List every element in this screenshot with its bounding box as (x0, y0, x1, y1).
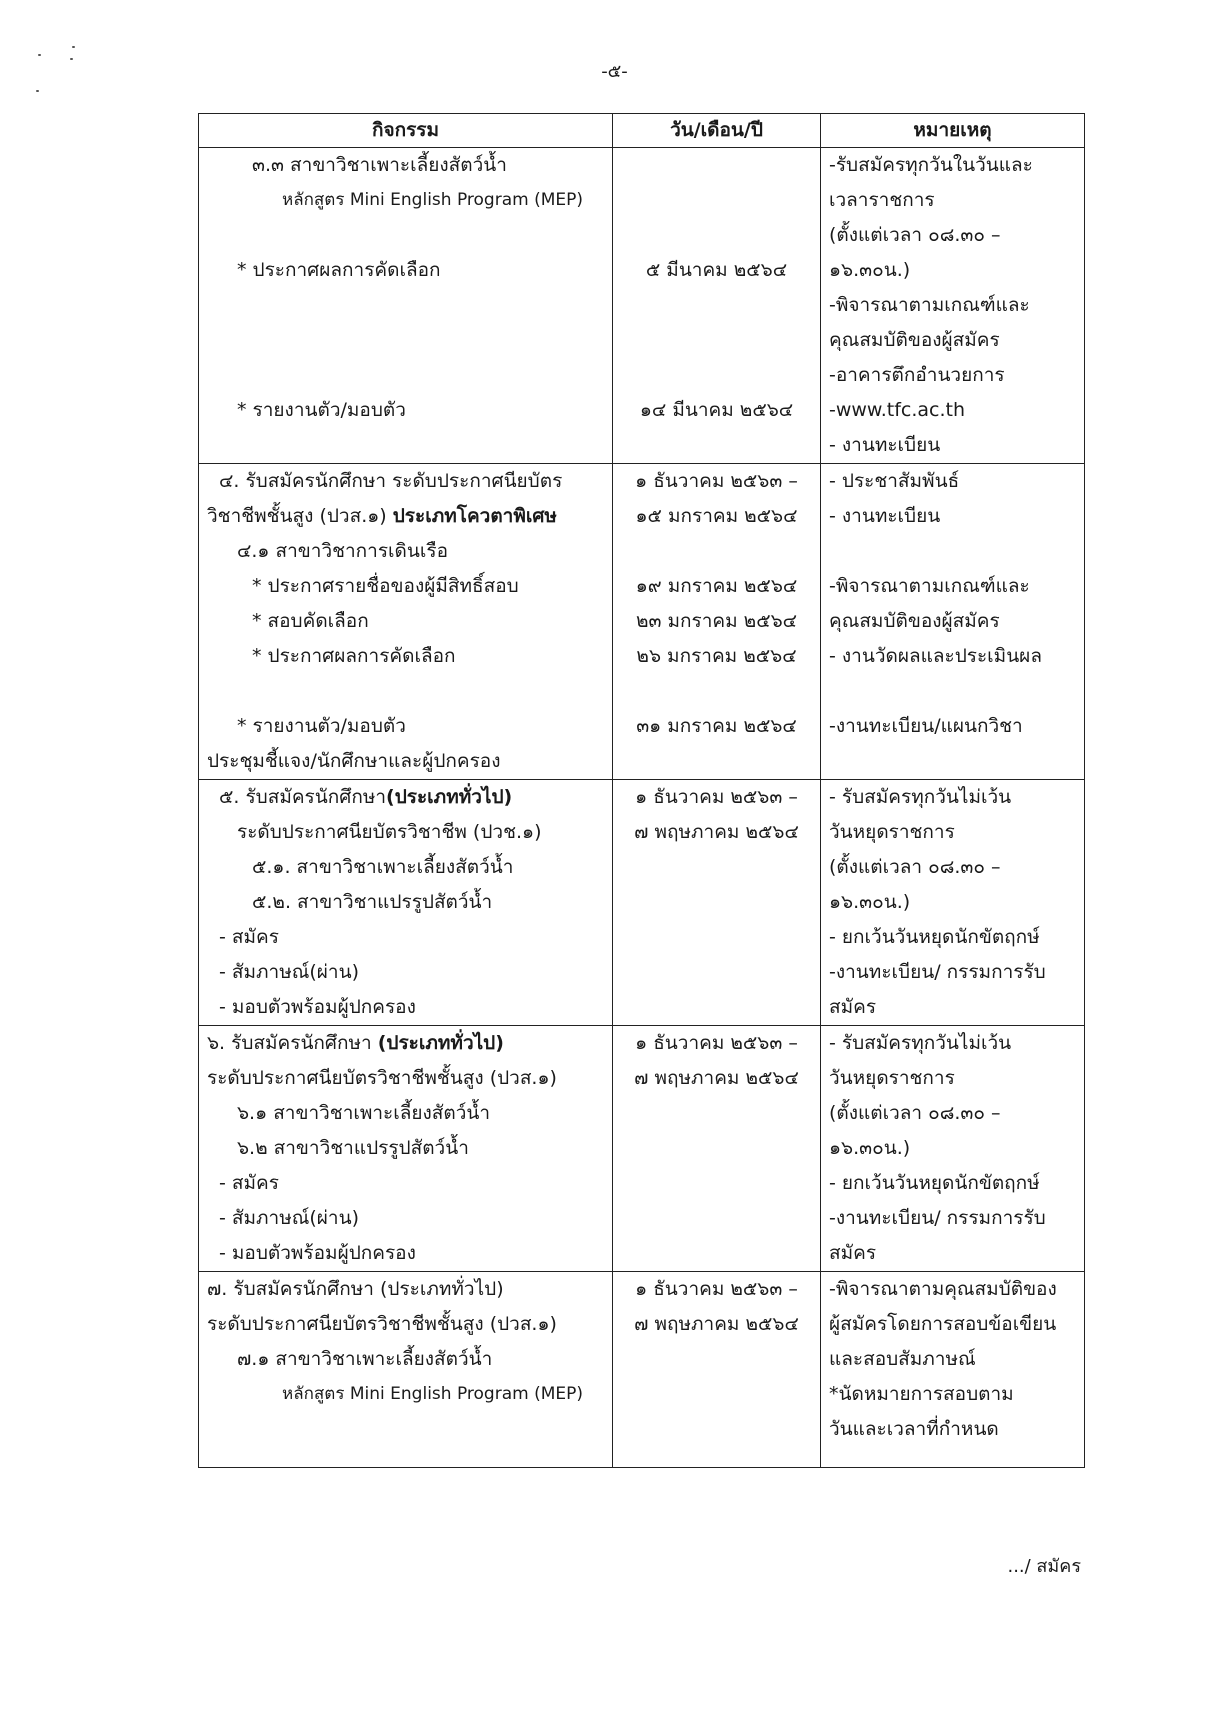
note-line: ๑๖.๓๐น.) (829, 259, 911, 281)
activity-text-bold: ประเภทโควตาพิเศษ (392, 505, 557, 527)
note-line: -อาคารตึกอำนวยการ (829, 364, 1005, 386)
activity-line: * สอบคัดเลือก (252, 610, 369, 632)
activity-line: ระดับประกาศนียบัตรวิชาชีพชั้นสูง (ปวส.๑) (207, 1313, 557, 1335)
note-line: -รับสมัครทุกวันในวันและ (829, 154, 1033, 176)
activity-line: ๓.๓ สาขาวิชาเพาะเลี้ยงสัตว์น้ำ (252, 154, 507, 176)
activity-line: ๕.๒. สาขาวิชาแปรรูปสัตว์น้ำ (252, 891, 493, 913)
note-line: เวลาราชการ (829, 189, 935, 211)
activity-line: - มอบตัวพร้อมผู้ปกครอง (219, 1242, 416, 1264)
activity-line: - สมัคร (219, 1172, 279, 1194)
activity-line (207, 1026, 604, 1061)
activity-line: - สัมภาษณ์(ผ่าน) (219, 961, 359, 983)
date-line: ๑ ธันวาคม ๒๕๖๓ – (635, 1278, 798, 1300)
note-line: ๑๖.๓๐น.) (829, 1137, 911, 1159)
note-line: - ยกเว้นวันหยุดนักขัตฤกษ์ (829, 1172, 1040, 1194)
activity-line: ประชุมชี้แจง/นักศึกษาและผู้ปกครอง (207, 750, 501, 772)
date-cell (613, 148, 821, 464)
date-cell (613, 1026, 821, 1272)
note-line: (ตั้งแต่เวลา ๐๘.๓๐ – (829, 1102, 1001, 1124)
activity-cell (199, 780, 613, 1026)
continuation-note: .../ สมัคร (1007, 1556, 1081, 1577)
activity-text: ๖. รับสมัครนักศึกษา (207, 1032, 378, 1054)
table-row (199, 464, 1085, 780)
activity-cell (199, 464, 613, 780)
header-activity: กิจกรรม (199, 114, 613, 148)
note-cell (821, 1272, 1085, 1468)
date-line: ๑ ธันวาคม ๒๕๖๓ – (635, 1032, 798, 1054)
note-line: (ตั้งแต่เวลา ๐๘.๓๐ – (829, 224, 1001, 246)
date-line: ๕ มีนาคม ๒๕๖๔ (645, 259, 788, 281)
note-line: วันและเวลาที่กำหนด (829, 1418, 999, 1440)
note-line: วันหยุดราชการ (829, 821, 955, 843)
activity-line: - สมัคร (219, 926, 279, 948)
note-line: -www.tfc.ac.th (829, 399, 966, 421)
activity-line: * ประกาศรายชื่อของผู้มีสิทธิ์สอบ (252, 575, 519, 597)
note-line: - งานวัดผลและประเมินผล (829, 645, 1042, 667)
activity-line: ระดับประกาศนียบัตรวิชาชีพชั้นสูง (ปวส.๑) (207, 1067, 557, 1089)
note-line: - รับสมัครทุกวันไม่เว้น (829, 786, 1012, 808)
date-line: ๑๙ มกราคม ๒๕๖๔ (635, 575, 798, 597)
activity-line: * รายงานตัว/มอบตัว (237, 715, 406, 737)
note-cell (821, 780, 1085, 1026)
note-line: -งานทะเบียน/ กรรมการรับ (829, 961, 1046, 983)
activity-cell (199, 1272, 613, 1468)
activity-line: ๔.๑ สาขาวิชาการเดินเรือ (237, 540, 448, 562)
note-line: ๑๖.๓๐น.) (829, 891, 911, 913)
activity-cell (199, 148, 613, 464)
header-date: วัน/เดือน/ปี (613, 114, 821, 148)
activity-line: ๖.๑ สาขาวิชาเพาะเลี้ยงสัตว์น้ำ (237, 1102, 491, 1124)
activity-line: ระดับประกาศนียบัตรวิชาชีพ (ปวช.๑) (237, 821, 542, 843)
date-line: ๑๔ มีนาคม ๒๕๖๔ (639, 399, 794, 421)
activity-line: * ประกาศผลการคัดเลือก (237, 259, 441, 281)
note-cell (821, 148, 1085, 464)
activity-text: ๕. รับสมัครนักศึกษา (219, 786, 387, 808)
activity-text-bold: (ประเภททั่วไป) (377, 1032, 504, 1054)
date-cell (613, 1272, 821, 1468)
note-line: วันหยุดราชการ (829, 1067, 955, 1089)
table-row (199, 148, 1085, 464)
note-line: - งานทะเบียน (829, 505, 941, 527)
date-cell (613, 780, 821, 1026)
activity-line: * รายงานตัว/มอบตัว (237, 399, 406, 421)
activity-line: * ประกาศผลการคัดเลือก (252, 645, 456, 667)
note-line: - งานทะเบียน (829, 434, 941, 456)
activity-line: หลักสูตร Mini English Program (MEP) (282, 1384, 584, 1404)
scan-speck (72, 46, 75, 48)
header-note: หมายเหตุ (821, 114, 1085, 148)
schedule-table (198, 113, 1085, 1468)
page-number: -๕- (601, 61, 628, 82)
note-line: และสอบสัมภาษณ์ (829, 1348, 976, 1370)
activity-cell (199, 1026, 613, 1272)
activity-line: ๕.๑. สาขาวิชาเพาะเลี้ยงสัตว์น้ำ (252, 856, 514, 878)
activity-line: ๗. รับสมัครนักศึกษา (ประเภททั่วไป) (207, 1278, 504, 1300)
date-line: ๑ ธันวาคม ๒๕๖๓ – (635, 786, 798, 808)
table-row (199, 780, 1085, 1026)
activity-line: - มอบตัวพร้อมผู้ปกครอง (219, 996, 416, 1018)
note-line: - ประชาสัมพันธ์ (829, 470, 960, 492)
note-cell (821, 464, 1085, 780)
table-header-row (199, 114, 1085, 148)
date-line: ๑ ธันวาคม ๒๕๖๓ – (635, 470, 798, 492)
note-line: -พิจารณาตามเกณฑ์และ (829, 294, 1030, 316)
scan-speck (36, 90, 39, 92)
note-line: ผู้สมัครโดยการสอบข้อเขียน (829, 1313, 1057, 1335)
date-line: ๑๕ มกราคม ๒๕๖๔ (635, 505, 798, 527)
activity-line: ๖.๒ สาขาวิชาแปรรูปสัตว์น้ำ (237, 1137, 469, 1159)
date-line: ๗ พฤษภาคม ๒๕๖๔ (634, 1067, 799, 1089)
note-line: *นัดหมายการสอบตาม (829, 1383, 1014, 1405)
note-line: (ตั้งแต่เวลา ๐๘.๓๐ – (829, 856, 1001, 878)
activity-text: วิชาชีพชั้นสูง (ปวส.๑) (207, 505, 393, 527)
date-line: ๗ พฤษภาคม ๒๕๖๔ (634, 821, 799, 843)
note-line: - รับสมัครทุกวันไม่เว้น (829, 1032, 1012, 1054)
note-line: คุณสมบัติของผู้สมัคร (829, 329, 1000, 351)
date-line: ๒๖ มกราคม ๒๕๖๔ (636, 645, 797, 667)
activity-line: - สัมภาษณ์(ผ่าน) (219, 1207, 359, 1229)
note-line: สมัคร (829, 996, 877, 1018)
date-line: ๗ พฤษภาคม ๒๕๖๔ (634, 1313, 799, 1335)
activity-line: ๗.๑ สาขาวิชาเพาะเลี้ยงสัตว์น้ำ (237, 1348, 493, 1370)
activity-line (207, 499, 604, 534)
note-line: - ยกเว้นวันหยุดนักขัตฤกษ์ (829, 926, 1040, 948)
table-row (199, 1026, 1085, 1272)
note-line: คุณสมบัติของผู้สมัคร (829, 610, 1000, 632)
note-line: -พิจารณาตามเกณฑ์และ (829, 575, 1030, 597)
note-line: -งานทะเบียน/แผนกวิชา (829, 715, 1023, 737)
date-cell (613, 464, 821, 780)
note-line: -งานทะเบียน/ กรรมการรับ (829, 1207, 1046, 1229)
activity-line: ๔. รับสมัครนักศึกษา ระดับประกาศนียบัตร (219, 470, 563, 492)
activity-line: หลักสูตร Mini English Program (MEP) (282, 190, 584, 210)
activity-text-bold: (ประเภททั่วไป) (386, 786, 513, 808)
date-line: ๓๑ มกราคม ๒๕๖๔ (636, 715, 797, 737)
table-row (199, 1272, 1085, 1468)
date-line: ๒๓ มกราคม ๒๕๖๔ (635, 610, 798, 632)
activity-line (207, 780, 604, 815)
note-cell (821, 1026, 1085, 1272)
note-line: -พิจารณาตามคุณสมบัติของ (829, 1278, 1057, 1300)
note-line: สมัคร (829, 1242, 877, 1264)
